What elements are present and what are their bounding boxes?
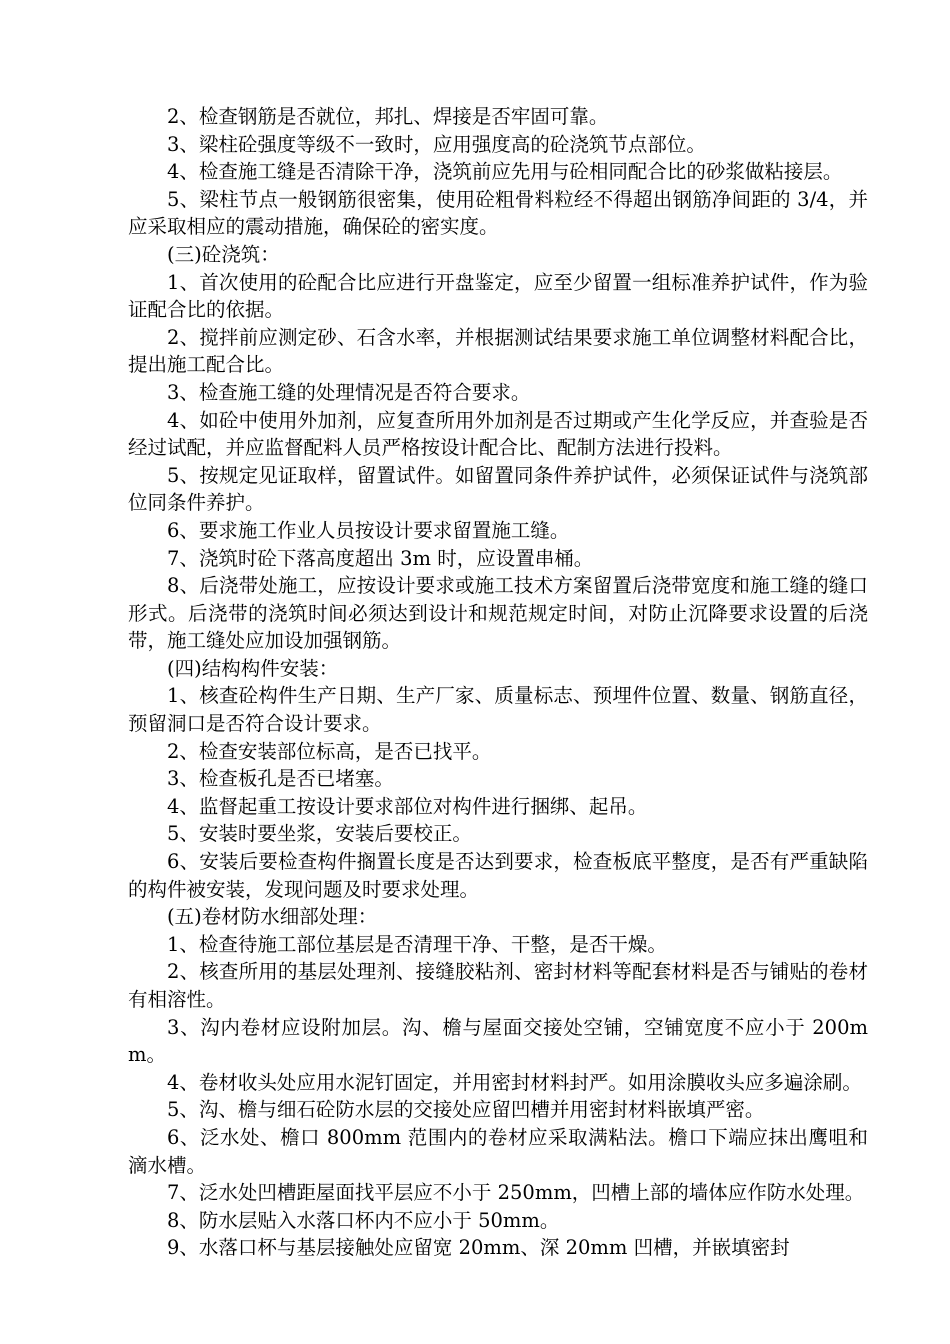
paragraph: 6、要求施工作业人员按设计要求留置施工缝。 [167, 518, 570, 542]
paragraph: 7、泛水处凹槽距屋面找平层应不小于 250mm，凹槽上部的墙体应作防水处理。 [167, 1181, 865, 1205]
section-heading: (四)结构构件安装： [167, 656, 339, 680]
paragraph: 3、检查板孔是否已堵塞。 [167, 767, 394, 791]
paragraph: 1、首次使用的砼配合比应进行开盘鉴定，应至少留置一组标准养护试件，作为验证配合比的依据。 [128, 270, 868, 322]
paragraph: 9、水落口杯与基层接触处应留宽 20mm、深 20mm 凹槽，并嵌填密封 [167, 1236, 790, 1260]
paragraph: 5、按规定见证取样，留置试件。如留置同条件养护试件，必须保证试件与浇筑部位同条件养护。 [128, 463, 868, 515]
paragraph: 2、搅拌前应测定砂、石含水率，并根据测试结果要求施工单位调整材料配合比，提出施工配合比。 [128, 325, 868, 377]
section-heading: (五)卷材防水细部处理： [167, 905, 378, 929]
paragraph: 6、泛水处、檐口 800mm 范围内的卷材应采取满粘法。檐口下端应抹出鹰咀和滴水槽。 [128, 1125, 868, 1177]
paragraph: 8、后浇带处施工，应按设计要求或施工技术方案留置后浇带宽度和施工缝的缝口形式。后浇带的浇筑时间必须达到设计和规范规定时间，对防止沉降要求设置的后浇带，施工缝处应加设加强钢筋。 [128, 574, 868, 653]
paragraph: 2、检查安装部位标高，是否已找平。 [167, 739, 492, 763]
section-heading: (三)砼浇筑： [167, 242, 280, 266]
paragraph: 6、安装后要检查构件搁置长度是否达到要求，检查板底平整度，是否有严重缺陷的构件被安装，发现问题及时要求处理。 [128, 850, 868, 901]
paragraph: 1、核查砼构件生产日期、生产厂家、质量标志、预埋件位置、数量、钢筋直径，预留洞口是否符合设计要求。 [128, 684, 868, 736]
paragraph: 4、监督起重工按设计要求部位对构件进行捆绑、起吊。 [167, 794, 648, 818]
paragraph: 5、安装时要坐浆，安装后要校正。 [167, 822, 472, 846]
paragraph: 1、检查待施工部位基层是否清理干净、干整，是否干燥。 [167, 932, 667, 956]
paragraph: 3、检查施工缝的处理情况是否符合要求。 [167, 380, 531, 404]
paragraph: 4、如砼中使用外加剂，应复查所用外加剂是否过期或产生化学反应，并查验是否经过试配，并应监督配料人员严格按设计配合比、配制方法进行投料。 [128, 408, 868, 460]
document-body [128, 103, 868, 1262]
paragraph: 5、沟、檐与细石砼防水层的交接处应留凹槽并用密封材料嵌填严密。 [167, 1098, 765, 1122]
paragraph: 3、沟内卷材应设附加层。沟、檐与屋面交接处空铺，空铺宽度不应小于 200mm。 [128, 1015, 868, 1067]
paragraph: 3、梁柱砼强度等级不一致时，应用强度高的砼浇筑节点部位。 [167, 132, 706, 156]
paragraph: 7、浇筑时砼下落高度超出 3m 时，应设置串桶。 [167, 546, 594, 570]
paragraph: 8、防水层贴入水落口杯内不应小于 50mm。 [167, 1208, 560, 1232]
paragraph: 4、卷材收头处应用水泥钉固定，并用密封材料封严。如用涂膜收头应多遍涂刷。 [167, 1070, 862, 1094]
paragraph: 2、核查所用的基层处理剂、接缝胶粘剂、密封材料等配套材料是否与铺贴的卷材有相溶性。 [128, 960, 868, 1011]
paragraph: 5、梁柱节点一般钢筋很密集，使用砼粗骨料粒经不得超出钢筋净间距的 3/4，并应采取相应的震动措施，确保砼的密实度。 [128, 187, 868, 239]
paragraph: 2、检查钢筋是否就位，邦扎、焊接是否牢固可靠。 [167, 105, 609, 128]
paragraph: 4、检查施工缝是否清除干净，浇筑前应先用与砼相同配合比的砂浆做粘接层。 [167, 160, 843, 184]
